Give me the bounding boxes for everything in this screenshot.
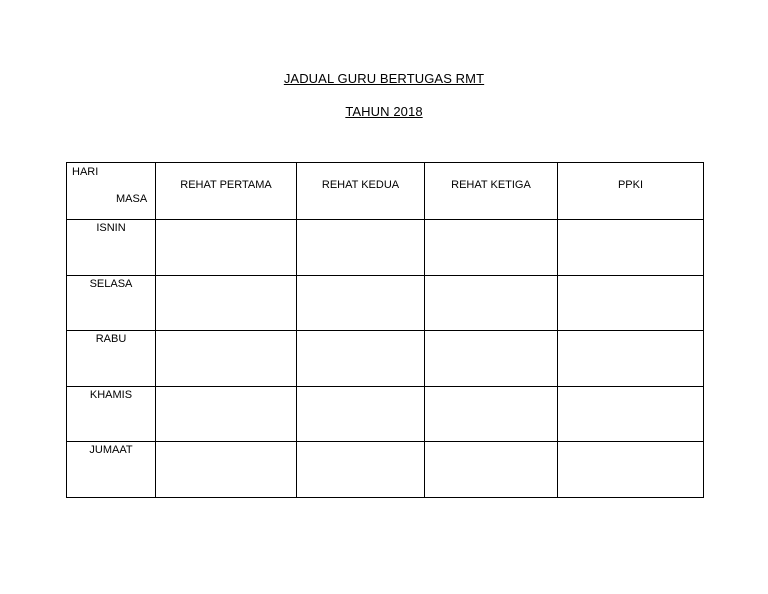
day-label-jumaat: JUMAAT bbox=[67, 442, 156, 498]
duty-cell bbox=[425, 220, 558, 276]
duty-cell bbox=[425, 275, 558, 331]
duty-cell bbox=[156, 386, 297, 442]
duty-cell bbox=[425, 331, 558, 387]
column-header-rehat-pertama: REHAT PERTAMA bbox=[156, 163, 297, 220]
day-label-isnin: ISNIN bbox=[67, 220, 156, 276]
corner-header-cell bbox=[67, 163, 156, 220]
duty-cell bbox=[425, 442, 558, 498]
duty-cell bbox=[558, 220, 704, 276]
column-header-rehat-kedua: REHAT KEDUA bbox=[297, 163, 425, 220]
duty-cell bbox=[558, 331, 704, 387]
day-label-selasa: SELASA bbox=[67, 275, 156, 331]
table-row bbox=[67, 442, 704, 498]
hari-label: HARI bbox=[72, 166, 99, 178]
duty-cell bbox=[297, 386, 425, 442]
document-title: JADUAL GURU BERTUGAS RMT bbox=[283, 71, 485, 86]
duty-cell bbox=[156, 220, 297, 276]
duty-cell bbox=[558, 442, 704, 498]
duty-cell bbox=[156, 331, 297, 387]
masa-label: MASA bbox=[116, 193, 148, 205]
header-row bbox=[67, 163, 704, 220]
duty-cell bbox=[425, 386, 558, 442]
duty-cell bbox=[558, 386, 704, 442]
column-header-rehat-ketiga: REHAT KETIGA bbox=[425, 163, 558, 220]
duty-schedule-table bbox=[66, 162, 704, 498]
day-label-khamis: KHAMIS bbox=[67, 386, 156, 442]
duty-cell bbox=[156, 275, 297, 331]
duty-cell bbox=[297, 331, 425, 387]
table-row bbox=[67, 275, 704, 331]
table-row bbox=[67, 220, 704, 276]
duty-cell bbox=[156, 442, 297, 498]
day-label-rabu: RABU bbox=[67, 331, 156, 387]
duty-cell bbox=[297, 442, 425, 498]
duty-cell bbox=[558, 275, 704, 331]
table-row bbox=[67, 386, 704, 442]
column-header-ppki: PPKI bbox=[558, 163, 704, 220]
document-subtitle: TAHUN 2018 bbox=[345, 104, 423, 119]
duty-cell bbox=[297, 220, 425, 276]
table-row bbox=[67, 331, 704, 387]
duty-cell bbox=[297, 275, 425, 331]
